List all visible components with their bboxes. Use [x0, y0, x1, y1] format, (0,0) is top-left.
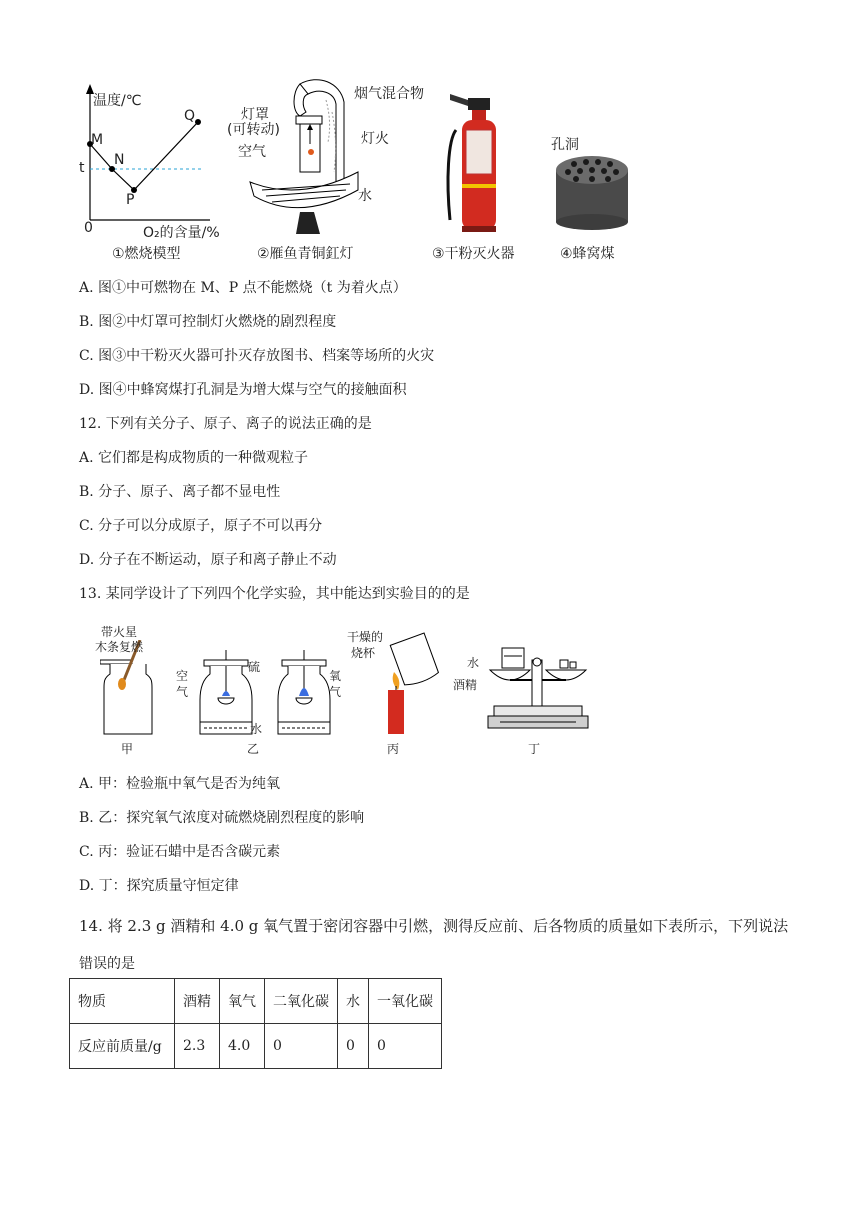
table-header-cell: 酒精 — [175, 979, 220, 1024]
graph-point-p: P — [126, 192, 135, 208]
graph-ylabel: 温度/℃ — [93, 93, 142, 109]
table-cell: 0 — [369, 1024, 442, 1069]
table-header-cell: 一氧化碳 — [369, 979, 442, 1024]
table-header-row — [70, 979, 442, 1024]
caption-combustion-model: ①燃烧模型 — [112, 246, 181, 262]
table-header-cell: 物质 — [70, 979, 175, 1024]
table-cell: 2.3 — [175, 1024, 220, 1069]
jia-label-glowing: 带火星 — [101, 625, 138, 639]
yi-label-sulfur: 硫 — [248, 660, 261, 674]
honeycomb-coal-drawing — [552, 150, 632, 230]
yi-caption: 乙 — [247, 742, 260, 756]
caption-honeycomb-coal: ④蜂窝煤 — [560, 246, 615, 262]
ding-label-water: 水 — [467, 656, 480, 670]
q13-stem: 13. 某同学设计了下列四个化学实验，其中能达到实验目的的是 — [79, 586, 470, 602]
yi-label-oxygen-2: 气 — [329, 685, 342, 699]
graph-origin: 0 — [84, 220, 93, 236]
experiment-bing-drawing — [374, 628, 444, 738]
bing-label-dry: 干燥的 — [347, 630, 384, 644]
q12-option-b: B. 分子、原子、离子都不显电性 — [79, 484, 281, 500]
graph-point-m: M — [91, 132, 104, 148]
yi-label-air-1: 空 — [176, 669, 189, 683]
bing-caption: 丙 — [387, 742, 400, 756]
label-lamp-fire: 灯火 — [361, 131, 389, 147]
label-holes: 孔洞 — [551, 137, 579, 153]
table-header-cell: 二氧化碳 — [265, 979, 338, 1024]
q11-option-c: C. 图③中干粉灭火器可扑灭存放图书、档案等场所的火灾 — [79, 348, 435, 364]
jia-caption: 甲 — [121, 742, 134, 756]
q12-option-a: A. 它们都是构成物质的一种微观粒子 — [79, 450, 309, 466]
yi-label-oxygen-1: 氧 — [329, 669, 342, 683]
jia-label-rekindle: 木条复燃 — [95, 640, 144, 654]
q11-option-b: B. 图②中灯罩可控制灯火燃烧的剧烈程度 — [79, 314, 337, 330]
label-rotatable: (可转动) — [227, 122, 280, 138]
q13-option-b: B. 乙：探究氧气浓度对硫燃烧剧烈程度的影响 — [79, 810, 365, 826]
bing-label-beaker: 烧杯 — [351, 646, 376, 660]
caption-dry-powder-extinguisher: ③干粉灭火器 — [432, 246, 515, 262]
q14-stem-line1: 14. 将 2.3 g 酒精和 4.0 g 氧气置于密闭容器中引燃，测得反应前、后各物质的质量如下表所示，下列说法 — [79, 917, 789, 935]
table-cell: 0 — [265, 1024, 338, 1069]
table-cell: 0 — [338, 1024, 369, 1069]
table-cell: 4.0 — [220, 1024, 265, 1069]
ding-label-alcohol: 酒精 — [453, 678, 478, 692]
q13-option-a: A. 甲：检验瓶中氧气是否为纯氧 — [79, 776, 281, 792]
graph-xlabel: O₂的含量/% — [143, 225, 220, 241]
q14-mass-table — [69, 978, 442, 1069]
table-row — [70, 1024, 442, 1069]
q12-stem: 12. 下列有关分子、原子、离子的说法正确的是 — [79, 416, 372, 432]
table-header-cell: 氧气 — [220, 979, 265, 1024]
q13-option-d: D. 丁：探究质量守恒定律 — [79, 878, 239, 894]
extinguisher-drawing — [440, 90, 520, 240]
table-header-cell: 水 — [338, 979, 369, 1024]
label-air: 空气 — [238, 144, 266, 160]
ding-caption: 丁 — [528, 742, 541, 756]
q13-option-c: C. 丙：验证石蜡中是否含碳元素 — [79, 844, 281, 860]
yi-label-water: 水 — [250, 722, 263, 736]
q11-option-d: D. 图④中蜂窝煤打孔洞是为增大煤与空气的接触面积 — [79, 382, 407, 398]
graph-point-q: Q — [184, 108, 196, 124]
label-water: 水 — [358, 188, 372, 204]
q11-option-a: A. 图①中可燃物在 M、P 点不能燃烧（t 为着火点） — [79, 280, 407, 296]
experiment-jia-drawing — [100, 640, 160, 740]
yi-label-air-2: 气 — [176, 685, 189, 699]
q12-option-c: C. 分子可以分成原子，原子不可以再分 — [79, 518, 323, 534]
caption-bronze-lamp: ②雁鱼青铜釭灯 — [257, 246, 354, 262]
graph-t-label: t — [79, 160, 85, 176]
label-lampshade: 灯罩 — [241, 107, 269, 123]
label-smoke-mixture: 烟气混合物 — [354, 86, 424, 102]
q14-stem-line2: 错误的是 — [79, 956, 135, 972]
graph-point-n: N — [114, 152, 125, 168]
q12-option-d: D. 分子在不断运动，原子和离子静止不动 — [79, 552, 337, 568]
table-cell: 反应前质量/g — [70, 1024, 175, 1069]
experiment-ding-drawing — [480, 640, 595, 735]
experiment-yi-drawing — [196, 650, 336, 740]
